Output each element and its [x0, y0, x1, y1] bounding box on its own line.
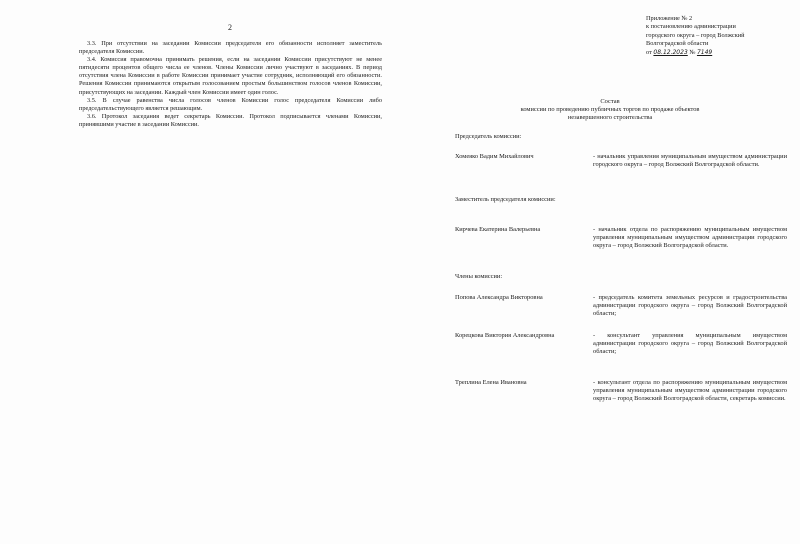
paragraph-3-5: 3.5. В случае равенства числа голосов членов Комиссии голос председателя Комиссии либо председательствующего является решающим. [79, 96, 382, 112]
member-role: - председатель комитета земельных ресурсов и градостроительства администрации городского округа – город Волжский Волгоградской области; [593, 294, 787, 318]
paragraph-3-3: 3.3. При отсутствии на заседании Комиссии председателя его обязанности исполняет заместитель председателя Комиссии. [79, 40, 382, 56]
chair-role: - начальник управления муниципальным имуществом администрации городского округа – город Волжский Волгоградской области. [593, 153, 787, 169]
member-role: - консультант отдела по распоряжению муниципальным имуществом управления муниципальным имуществом администрации городского округа – город Волжский Волгоградской области, секретарь комиссии. [593, 379, 787, 403]
deputy-label: Заместитель председателя комиссии: [455, 196, 556, 203]
chair-name: Хомеяко Вадим Михайлович [455, 153, 534, 160]
chair-label: Председатель комиссии: [455, 133, 522, 140]
paragraph-3-4: 3.4. Комиссия правомочна принимать решения, если на заседании Комиссии присутствуют не менее пятидесяти процентов общего числа ее членов. Члены Комиссии лично участвуют в заседаниях. В период отсутствия члена Комиссии в работе Комиссии принимает участие сотрудник, исполняющий его обязанности. Решения Комиссии принимаются открытым голосованием простым большинством голосов членов Комиссии, присутствующих на заседании. Каждый член Комиссии имеет один голос. [79, 56, 382, 96]
member-role: - консультант управления муниципальным имуществом администрации городского округа – город Волжский Волгоградской области; [593, 332, 787, 356]
number-prefix: № [689, 48, 696, 56]
title-line-3: незавершенного строительства [567, 114, 653, 122]
title-line-2: комиссии по проведению публичных торгов по продаже объектов [520, 106, 700, 114]
member-name: Попова Александра Викторовна [455, 294, 543, 301]
member-name: Корецкова Виктория Александровна [455, 332, 555, 339]
deputy-role: - начальник отдела по распоряжению муниципальным имуществом управления муниципальным имуществом администрации городского округа – город Волжский Волгоградской области. [593, 226, 787, 250]
member-name: Треплина Елена Ивановна [455, 379, 527, 386]
right-page [400, 0, 800, 544]
members-label: Члены комиссии: [455, 273, 503, 280]
appendix-date-line [646, 49, 796, 57]
deputy-name: Кирчева Екатерина Валерьевна [455, 226, 541, 233]
title-line-1: Состав [600, 98, 620, 105]
handwritten-number: 7149 [696, 48, 713, 56]
left-page-body [79, 40, 382, 129]
appendix-resolution: к постановлению администрации [646, 23, 736, 31]
date-prefix: от [646, 48, 652, 56]
page-number: 2 [228, 23, 232, 32]
paragraph-3-6: 3.6. Протокол заседания ведет секретарь Комиссии. Протокол подписывается членами Комиссии, принявшими участие в заседании Комиссии. [79, 112, 382, 128]
appendix-city: городского округа – город Волжский [646, 31, 745, 39]
document-title [460, 98, 760, 123]
appendix-region: Волгоградской области [646, 40, 709, 48]
appendix-number: Приложение № 2 [646, 15, 693, 22]
handwritten-date: 08.12.2023 [653, 48, 688, 56]
appendix-header [646, 15, 796, 57]
